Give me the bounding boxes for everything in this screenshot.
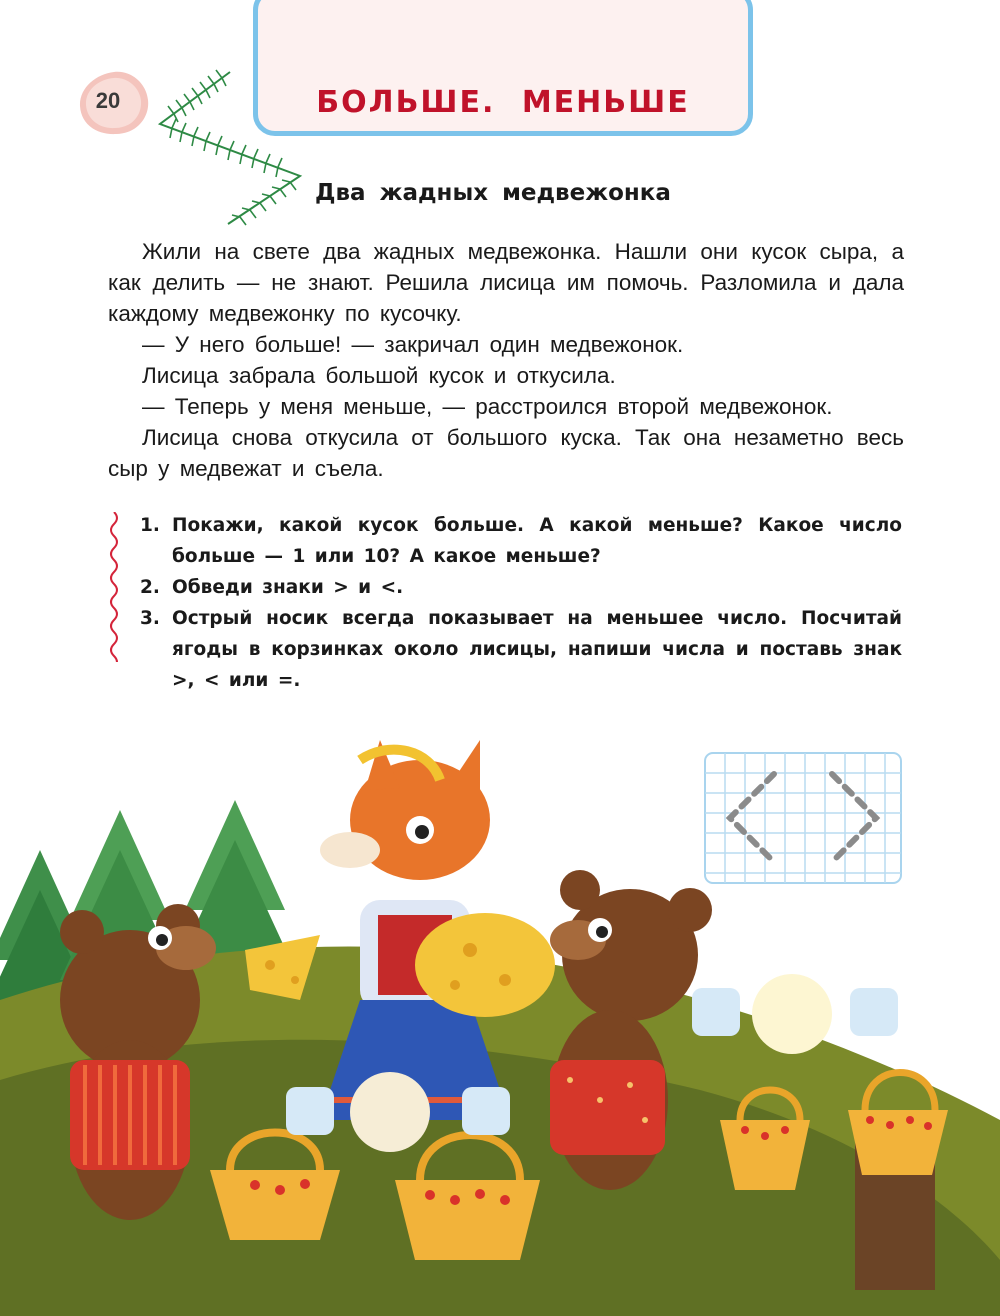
story-paragraph: Лисица снова откусила от большого куска. Так она незаметно весь сыр у медвежат и съела. <box>108 425 904 481</box>
task-number: 2. <box>140 577 160 598</box>
story-text <box>108 236 904 484</box>
task-text: Острый носик всегда показывает на меньшее число. Посчитай ягоды в корзинках около лисицы, напиши числа и поставь знак >, < или =. <box>172 608 902 691</box>
story-paragraph: Лисица забрала большой кусок и откусила. <box>142 363 616 388</box>
task-text: Обведи знаки > и <. <box>172 577 404 598</box>
answer-sign-circle[interactable] <box>350 1072 430 1152</box>
answer-box-left-2[interactable] <box>692 988 740 1036</box>
story-paragraph: — Теперь у меня меньше, — расстроился второй медвежонок. <box>142 394 833 419</box>
task-number: 1. <box>140 515 160 536</box>
task-number: 3. <box>140 608 160 629</box>
fir-branch-icon <box>150 64 310 234</box>
page-title: БОЛЬШЕ. МЕНЬШЕ <box>316 85 690 120</box>
story-paragraph: Жили на свете два жадных медвежонка. Нашли они кусок сыра, а как делить — не знают. Решила лисица им помочь. Разломила и дала каждому медвежонку по кусочку. <box>108 239 904 326</box>
answer-sign-circle-2[interactable] <box>752 974 832 1054</box>
story-title: Два жадных медвежонка <box>315 180 671 206</box>
task-text: Покажи, какой кусок больше. А какой меньше? Какое число больше — 1 или 10? А какое меньше? <box>172 515 902 567</box>
answer-box-right[interactable] <box>462 1087 510 1135</box>
task-item <box>140 603 902 696</box>
page-number: 20 <box>95 88 121 113</box>
task-item <box>140 510 902 572</box>
story-paragraph: — У него больше! — закричал один медвежонок. <box>142 332 684 357</box>
task-list <box>140 510 902 696</box>
wavy-line-icon <box>104 512 124 662</box>
answer-box-right-2[interactable] <box>850 988 898 1036</box>
grid-signs-icon[interactable] <box>704 752 902 884</box>
task-item <box>140 572 902 603</box>
answer-box-left[interactable] <box>286 1087 334 1135</box>
title-frame <box>253 0 753 136</box>
